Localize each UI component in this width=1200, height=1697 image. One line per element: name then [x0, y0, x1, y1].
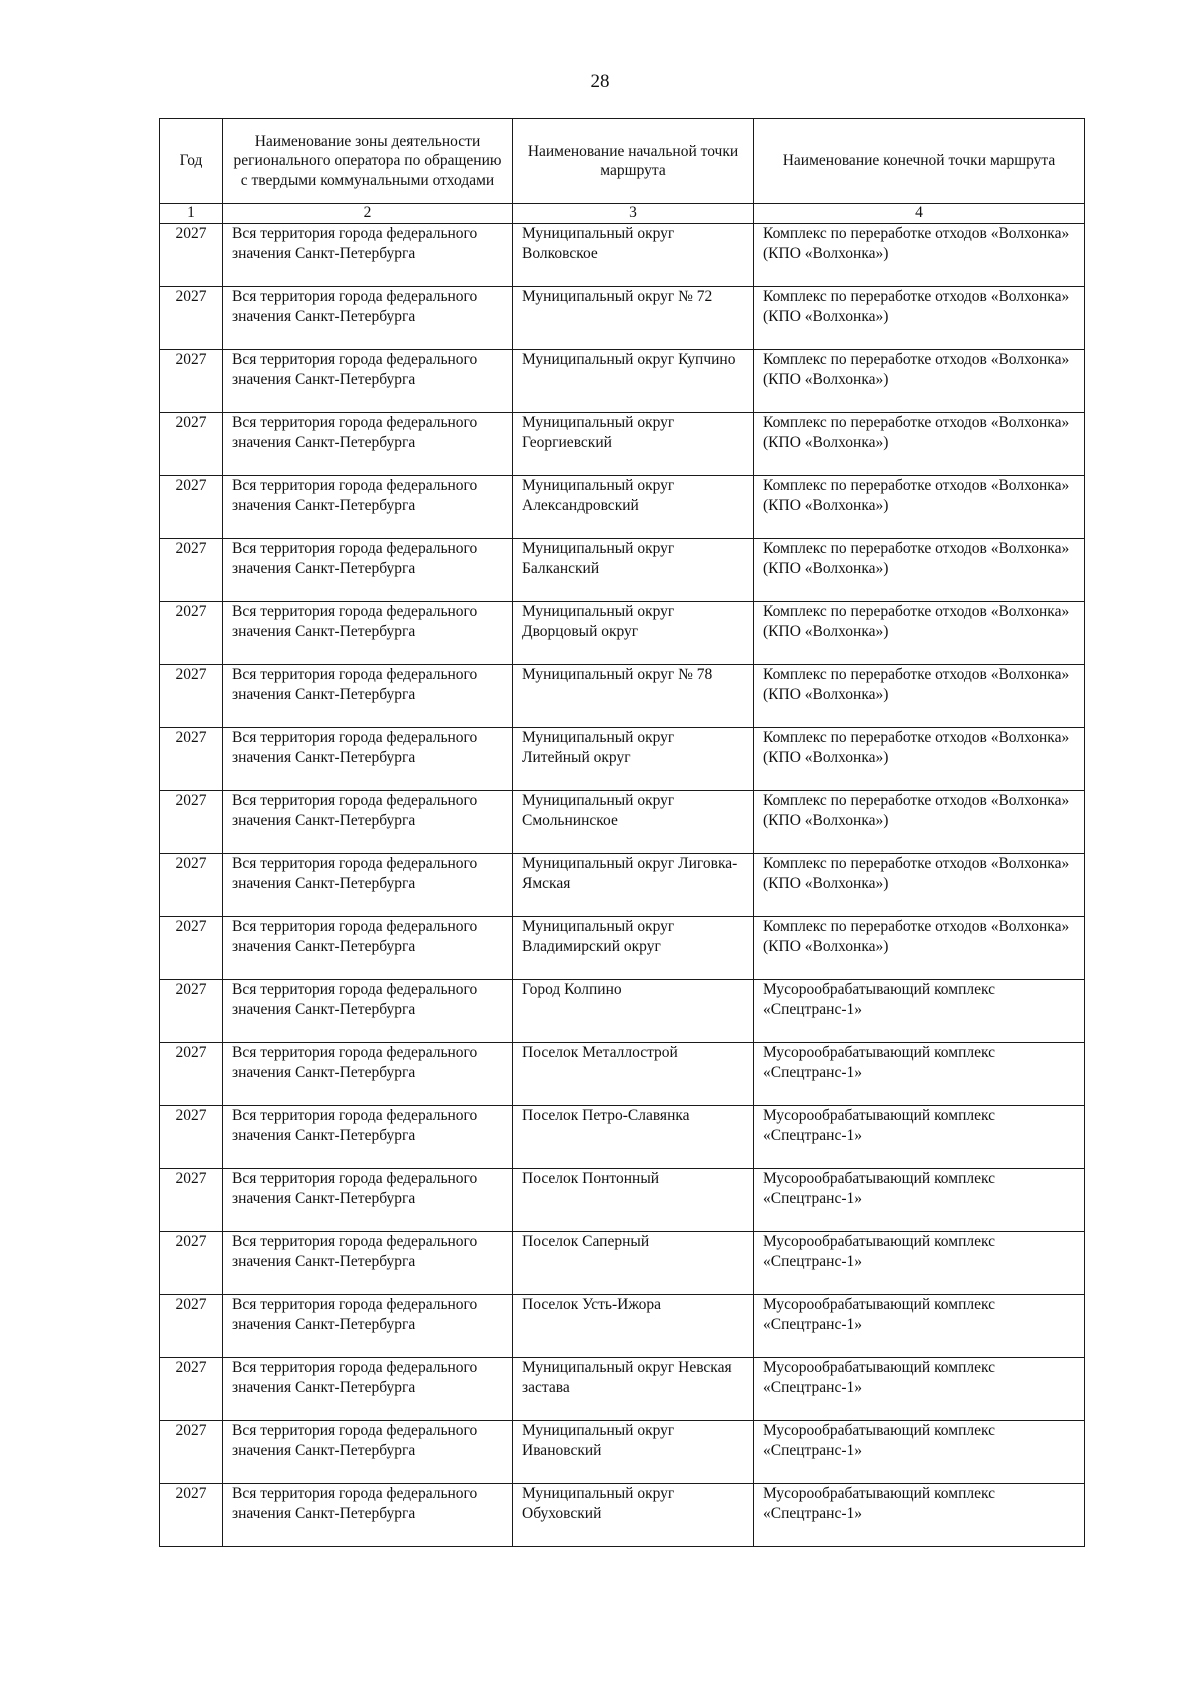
year-cell: 2027	[160, 665, 223, 728]
year-cell: 2027	[160, 1232, 223, 1295]
year-cell: 2027	[160, 1295, 223, 1358]
header-end-point: Наименование конечной точки маршрута	[754, 119, 1085, 204]
header-zone: Наименование зоны деятельности регионального оператора по обращению с твердыми коммунальными отходами	[223, 119, 513, 204]
table-body	[160, 224, 1085, 1547]
column-number-row	[160, 204, 1085, 224]
table-row	[160, 1358, 1085, 1421]
table-row	[160, 1043, 1085, 1106]
column-number: 3	[513, 204, 754, 224]
start-point-cell: Муниципальный округ Георгиевский	[513, 413, 754, 476]
year-cell: 2027	[160, 476, 223, 539]
zone-cell: Вся территория города федерального значения Санкт-Петербурга	[223, 1232, 513, 1295]
year-cell: 2027	[160, 350, 223, 413]
end-point-cell: Комплекс по переработке отходов «Волхонка» (КПО «Волхонка»)	[754, 539, 1085, 602]
table-row	[160, 1106, 1085, 1169]
start-point-cell: Город Колпино	[513, 980, 754, 1043]
start-point-cell: Муниципальный округ Невская застава	[513, 1358, 754, 1421]
start-point-cell: Муниципальный округ Александровский	[513, 476, 754, 539]
end-point-cell: Комплекс по переработке отходов «Волхонка» (КПО «Волхонка»)	[754, 413, 1085, 476]
header-start-point: Наименование начальной точки маршрута	[513, 119, 754, 204]
table-row	[160, 1232, 1085, 1295]
table-row	[160, 602, 1085, 665]
end-point-cell: Комплекс по переработке отходов «Волхонка» (КПО «Волхонка»)	[754, 791, 1085, 854]
zone-cell: Вся территория города федерального значения Санкт-Петербурга	[223, 1421, 513, 1484]
zone-cell: Вся территория города федерального значения Санкт-Петербурга	[223, 1169, 513, 1232]
zone-cell: Вся территория города федерального значения Санкт-Петербурга	[223, 476, 513, 539]
year-cell: 2027	[160, 917, 223, 980]
zone-cell: Вся территория города федерального значения Санкт-Петербурга	[223, 728, 513, 791]
year-cell: 2027	[160, 1043, 223, 1106]
end-point-cell: Мусорообрабатывающий комплекс «Спецтранс-1»	[754, 1295, 1085, 1358]
year-cell: 2027	[160, 980, 223, 1043]
start-point-cell: Муниципальный округ № 78	[513, 665, 754, 728]
end-point-cell: Комплекс по переработке отходов «Волхонка» (КПО «Волхонка»)	[754, 665, 1085, 728]
end-point-cell: Мусорообрабатывающий комплекс «Спецтранс-1»	[754, 1358, 1085, 1421]
table-row	[160, 1484, 1085, 1547]
table-row	[160, 350, 1085, 413]
zone-cell: Вся территория города федерального значения Санкт-Петербурга	[223, 413, 513, 476]
column-number: 1	[160, 204, 223, 224]
start-point-cell: Поселок Усть-Ижора	[513, 1295, 754, 1358]
header-year: Год	[160, 119, 223, 204]
table-row	[160, 224, 1085, 287]
zone-cell: Вся территория города федерального значения Санкт-Петербурга	[223, 1484, 513, 1547]
table-row	[160, 1421, 1085, 1484]
zone-cell: Вся территория города федерального значения Санкт-Петербурга	[223, 602, 513, 665]
table-row	[160, 665, 1085, 728]
year-cell: 2027	[160, 413, 223, 476]
table-row	[160, 413, 1085, 476]
start-point-cell: Муниципальный округ Купчино	[513, 350, 754, 413]
year-cell: 2027	[160, 854, 223, 917]
year-cell: 2027	[160, 1421, 223, 1484]
year-cell: 2027	[160, 1169, 223, 1232]
start-point-cell: Муниципальный округ Обуховский	[513, 1484, 754, 1547]
end-point-cell: Мусорообрабатывающий комплекс «Спецтранс-1»	[754, 980, 1085, 1043]
routes-table	[159, 118, 1085, 1547]
year-cell: 2027	[160, 1358, 223, 1421]
column-number: 4	[754, 204, 1085, 224]
zone-cell: Вся территория города федерального значения Санкт-Петербурга	[223, 1295, 513, 1358]
end-point-cell: Комплекс по переработке отходов «Волхонка» (КПО «Волхонка»)	[754, 854, 1085, 917]
page-number: 28	[590, 71, 610, 92]
end-point-cell: Комплекс по переработке отходов «Волхонка» (КПО «Волхонка»)	[754, 287, 1085, 350]
zone-cell: Вся территория города федерального значения Санкт-Петербурга	[223, 1358, 513, 1421]
table-row	[160, 854, 1085, 917]
end-point-cell: Комплекс по переработке отходов «Волхонка» (КПО «Волхонка»)	[754, 350, 1085, 413]
zone-cell: Вся территория города федерального значения Санкт-Петербурга	[223, 917, 513, 980]
start-point-cell: Муниципальный округ Балканский	[513, 539, 754, 602]
start-point-cell: Муниципальный округ Лиговка-Ямская	[513, 854, 754, 917]
zone-cell: Вся территория города федерального значения Санкт-Петербурга	[223, 665, 513, 728]
start-point-cell: Муниципальный округ Волковское	[513, 224, 754, 287]
zone-cell: Вся территория города федерального значения Санкт-Петербурга	[223, 854, 513, 917]
table-row	[160, 980, 1085, 1043]
year-cell: 2027	[160, 602, 223, 665]
start-point-cell: Муниципальный округ Литейный округ	[513, 728, 754, 791]
end-point-cell: Мусорообрабатывающий комплекс «Спецтранс-1»	[754, 1169, 1085, 1232]
zone-cell: Вся территория города федерального значения Санкт-Петербурга	[223, 980, 513, 1043]
year-cell: 2027	[160, 1484, 223, 1547]
start-point-cell: Муниципальный округ Дворцовый округ	[513, 602, 754, 665]
year-cell: 2027	[160, 287, 223, 350]
table-header-row	[160, 119, 1085, 204]
table-row	[160, 791, 1085, 854]
zone-cell: Вся территория города федерального значения Санкт-Петербурга	[223, 350, 513, 413]
table-row	[160, 476, 1085, 539]
end-point-cell: Мусорообрабатывающий комплекс «Спецтранс-1»	[754, 1043, 1085, 1106]
start-point-cell: Поселок Понтонный	[513, 1169, 754, 1232]
zone-cell: Вся территория города федерального значения Санкт-Петербурга	[223, 539, 513, 602]
start-point-cell: Поселок Металлострой	[513, 1043, 754, 1106]
start-point-cell: Муниципальный округ Смольнинское	[513, 791, 754, 854]
end-point-cell: Комплекс по переработке отходов «Волхонка» (КПО «Волхонка»)	[754, 602, 1085, 665]
table-row	[160, 728, 1085, 791]
end-point-cell: Мусорообрабатывающий комплекс «Спецтранс-1»	[754, 1484, 1085, 1547]
table-row	[160, 917, 1085, 980]
start-point-cell: Поселок Петро-Славянка	[513, 1106, 754, 1169]
start-point-cell: Муниципальный округ Владимирский округ	[513, 917, 754, 980]
end-point-cell: Мусорообрабатывающий комплекс «Спецтранс-1»	[754, 1106, 1085, 1169]
table-row	[160, 539, 1085, 602]
table-row	[160, 287, 1085, 350]
start-point-cell: Муниципальный округ № 72	[513, 287, 754, 350]
year-cell: 2027	[160, 791, 223, 854]
start-point-cell: Муниципальный округ Ивановский	[513, 1421, 754, 1484]
end-point-cell: Комплекс по переработке отходов «Волхонка» (КПО «Волхонка»)	[754, 728, 1085, 791]
end-point-cell: Комплекс по переработке отходов «Волхонка» (КПО «Волхонка»)	[754, 224, 1085, 287]
end-point-cell: Комплекс по переработке отходов «Волхонка» (КПО «Волхонка»)	[754, 476, 1085, 539]
end-point-cell: Комплекс по переработке отходов «Волхонка» (КПО «Волхонка»)	[754, 917, 1085, 980]
table-row	[160, 1295, 1085, 1358]
year-cell: 2027	[160, 224, 223, 287]
year-cell: 2027	[160, 539, 223, 602]
end-point-cell: Мусорообрабатывающий комплекс «Спецтранс-1»	[754, 1421, 1085, 1484]
start-point-cell: Поселок Саперный	[513, 1232, 754, 1295]
zone-cell: Вся территория города федерального значения Санкт-Петербурга	[223, 1106, 513, 1169]
year-cell: 2027	[160, 728, 223, 791]
zone-cell: Вся территория города федерального значения Санкт-Петербурга	[223, 1043, 513, 1106]
zone-cell: Вся территория города федерального значения Санкт-Петербурга	[223, 791, 513, 854]
end-point-cell: Мусорообрабатывающий комплекс «Спецтранс-1»	[754, 1232, 1085, 1295]
table-row	[160, 1169, 1085, 1232]
zone-cell: Вся территория города федерального значения Санкт-Петербурга	[223, 224, 513, 287]
zone-cell: Вся территория города федерального значения Санкт-Петербурга	[223, 287, 513, 350]
column-number: 2	[223, 204, 513, 224]
year-cell: 2027	[160, 1106, 223, 1169]
